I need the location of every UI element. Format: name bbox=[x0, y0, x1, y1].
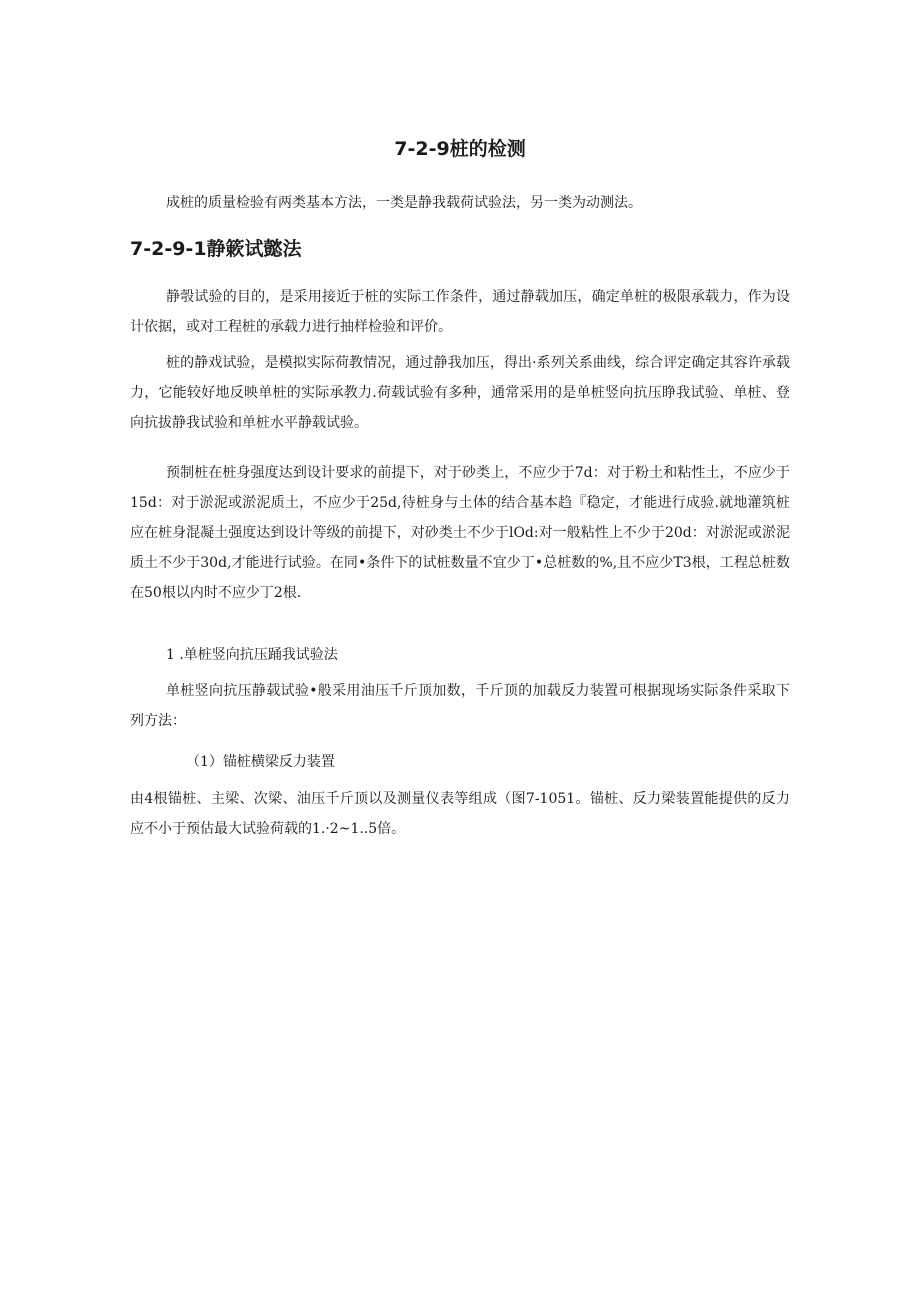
list-item-heading: 1 .单桩竖向抗压踊我试验法 bbox=[166, 647, 338, 663]
intro-paragraph: 成桩的质量检验有两类基本方法，一类是静我载荷试验法，另一类为动测法。 bbox=[166, 195, 642, 211]
paragraph-purpose: 静彀试验的目的，是采用接近于桩的实际工作条件，通过静载加压，确定单桩的极限承载力，作为设计依据，或对工程桩的承载力进行抽样检验和评价。 bbox=[130, 289, 790, 335]
paragraph-precast-pile: 预制桩在桩身强度达到设计要求的前提下，对于砂类上，不应少于7d：对于粉土和粘性土，不应少于15d：对于淤泥或淤泥质土，不应少于25d,待桩身与土体的结合基本趋『稳定，才能进行成验.就地灌筑桩应在桩身混凝土强度达到设计等级的前提下，对砂类土不少于lOd:对一般粘性上不少于20d：对淤泥或淤泥质土不少于30d,才能进行试验。在同•条件下的试桩数量不宜少丁•总桩数的%,且不应少T3根，工程总桩数在50根以内时不应少丁2根. bbox=[130, 465, 790, 601]
page-title: 7-2-9桩的检测 bbox=[394, 138, 526, 160]
sub-item-heading: （1）锚桩横梁反力装置 bbox=[186, 754, 335, 770]
section-heading: 7-2-9-1静簌试懿法 bbox=[130, 238, 302, 260]
sub-item-text: 由4根锚桩、主梁、次梁、油压千斤顶以及测量仪表等组成（图7-1051。锚桩、反力梁装置能提供的反力应不小于预估最大试验荷载的1.·2~1..5倍。 bbox=[130, 791, 790, 837]
list-item-text: 单桩竖向抗压静载试验•般采用油压千斤顶加数，千斤顶的加载反力装置可根据现场实际条件采取下列方法： bbox=[130, 683, 790, 729]
paragraph-static-test: 桩的静戏试验，是模拟实际荷教情况，通过静我加压，得出·系列关系曲线，综合评定确定其容许承载力，它能较好地反映单桩的实际承教力.荷载试验有多种，通常采用的是单桩竖向抗压睁我试验、单桩、登向抗拔静我试验和单桩水平静载试验。 bbox=[130, 355, 790, 431]
